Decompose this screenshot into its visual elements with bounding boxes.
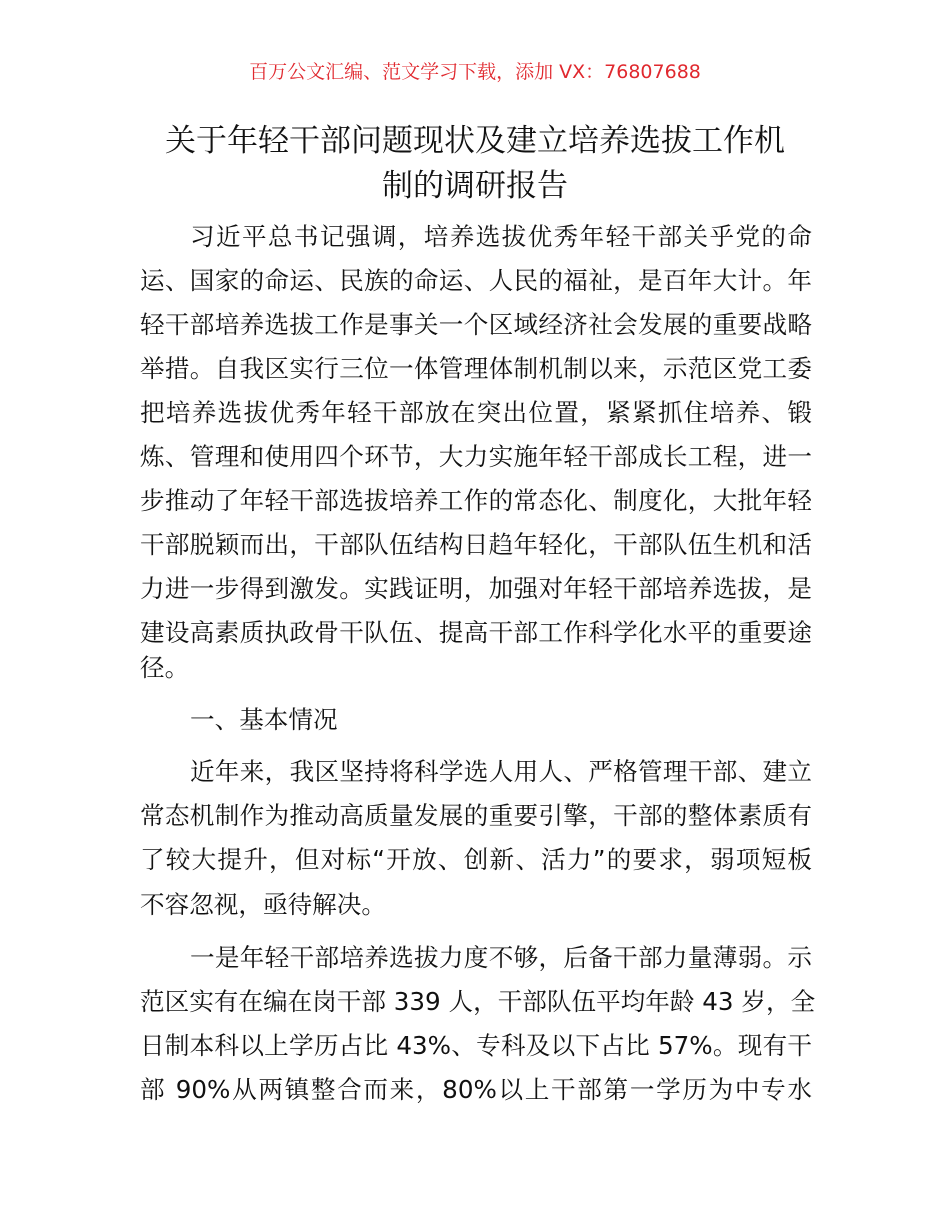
text-line: 了较大提升，但对标“开放、创新、活力”的要求，弱项短板 bbox=[140, 845, 812, 874]
text-line: 近年来，我区坚持将科学选人用人、严格管理干部、建立 bbox=[190, 757, 812, 786]
watermark-header: 百万公文汇编、范文学习下载，添加 VX：76807688 bbox=[249, 61, 701, 83]
text-line: 建设高素质执政骨干队伍、提高干部工作科学化水平的重要途 bbox=[140, 618, 812, 647]
text-line: 举措。自我区实行三位一体管理体制机制以来，示范区党工委 bbox=[140, 354, 812, 383]
section-heading: 一、基本情况 bbox=[190, 705, 338, 734]
document-title-line-2: 制的调研报告 bbox=[382, 168, 568, 204]
document-title-line-1: 关于年轻干部问题现状及建立培养选拔工作机 bbox=[165, 123, 785, 159]
text-line: 干部脱颖而出，干部队伍结构日趋年轻化，干部队伍生机和活 bbox=[140, 530, 812, 559]
text-line: 日制本科以上学历占比 43%、专科及以下占比 57%。现有干 bbox=[140, 1031, 812, 1060]
text-line: 运、国家的命运、民族的命运、人民的福祉，是百年大计。年 bbox=[140, 266, 812, 295]
text-line: 一是年轻干部培养选拔力度不够，后备干部力量薄弱。示 bbox=[190, 943, 812, 972]
text-line: 习近平总书记强调，培养选拔优秀年轻干部关乎党的命 bbox=[190, 222, 812, 251]
text-line: 径。 bbox=[140, 653, 190, 682]
text-line: 部 90%从两镇整合而来，80%以上干部第一学历为中专水 bbox=[140, 1075, 812, 1104]
text-line: 炼、管理和使用四个环节，大力实施年轻干部成长工程，进一 bbox=[140, 442, 812, 471]
text-line: 轻干部培养选拔工作是事关一个区域经济社会发展的重要战略 bbox=[140, 310, 812, 339]
text-line: 步推动了年轻干部选拔培养工作的常态化、制度化，大批年轻 bbox=[140, 486, 812, 515]
text-line: 不容忽视，亟待解决。 bbox=[140, 890, 386, 919]
text-line: 范区实有在编在岗干部 339 人，干部队伍平均年龄 43 岁，全 bbox=[140, 987, 816, 1016]
text-line: 力进一步得到激发。实践证明，加强对年轻干部培养选拔，是 bbox=[140, 574, 812, 603]
text-line: 常态机制作为推动高质量发展的重要引擎，干部的整体素质有 bbox=[140, 801, 812, 830]
text-line: 把培养选拔优秀年轻干部放在突出位置，紧紧抓住培养、锻 bbox=[140, 398, 812, 427]
